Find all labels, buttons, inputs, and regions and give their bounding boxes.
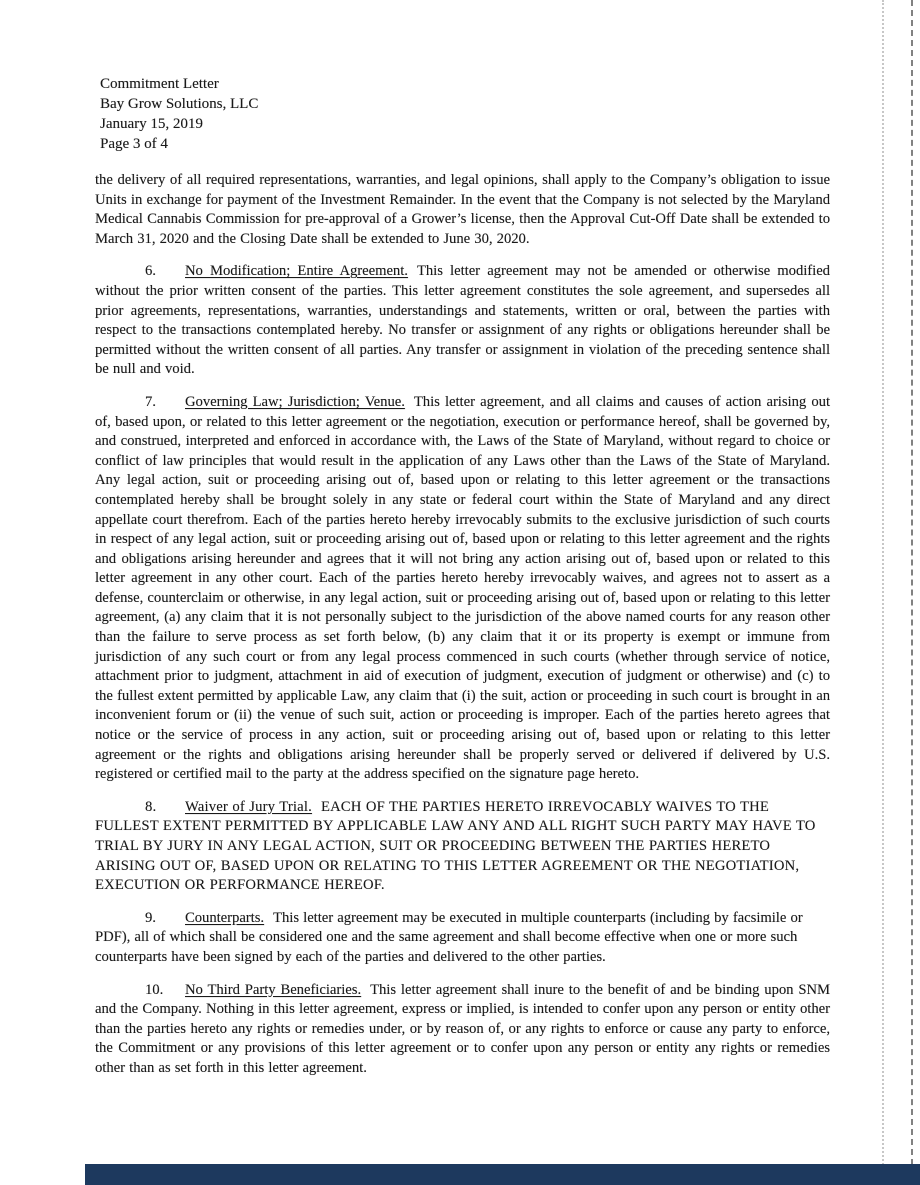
- scan-bottom-bar: [85, 1164, 920, 1185]
- section-no-modification: [95, 262, 830, 380]
- section-heading: Counterparts.: [185, 909, 265, 926]
- scan-edge-line-outer: [911, 0, 913, 1185]
- section-number: 8.: [145, 798, 157, 815]
- section-body: EACH OF THE PARTIES HERETO IRREVOCABLY WAIVES TO THE FULLEST EXTENT PERMITTED BY APPLICABLE LAW ANY AND ALL RIGHT SUCH PARTY MAY HAVE TO TRIAL BY JURY IN ANY LEGAL ACTION, SUIT OR PROCEEDING BETWEEN THE PARTIES HERETO ARISING OUT OF, BASED UPON OR RELATING TO THIS LETTER AGREEMENT OR THE NEGOTIATION, EXECUTION OR PERFORMANCE HEREOF.: [95, 798, 816, 894]
- section-no-third-party-beneficiaries: [95, 981, 830, 1079]
- section-body: This letter agreement, and all claims and causes of action arising out of, based upon, or related to this letter agreement or the negotiation, execution or performance hereof, shall be governed by, and construed, interpreted and enforced in accordance with, the Laws of the State of Maryland, without regard to choice or conflict of law principles that would result in the application of any Laws other than the Laws of the State of Maryland. Any legal action, suit or proceeding arising out of, based upon or relating to this letter agreement or the transactions contemplated hereby shall be brought solely in any state or federal court within the State of Maryland and any direct appellate court therefrom. Each of the parties hereto hereby irrevocably submits to the exclusive jurisdiction of such courts in respect of any legal action, suit or proceeding arising out of, based upon or relating to this letter agreement and the rights and obligations arising hereunder and agrees that it will not bring any action arising out of, based upon or related to this letter agreement in any other court. Each of the parties hereto hereby irrevocably waives, and agrees not to assert as a defense, counterclaim or otherwise, in any legal action, suit or proceeding arising out of, based upon or relating to this letter agreement, (a) any claim that it is not personally subject to the jurisdiction of the above named courts for any reason other than the failure to serve process as set forth below, (b) any claim that it or its property is exempt or immune from jurisdiction of any such court or from any legal process commenced in such courts (whether through service of notice, attachment prior to judgment, attachment in aid of execution of judgment, execution of judgment or otherwise) and (c) to the fullest extent permitted by applicable Law, any claim that (i) the suit, action or proceeding in such court is brought in an inconvenient forum or (ii) the venue of such suit, action or proceeding is improper. Each of the parties hereto agrees that notice or the service of process in any action, suit or proceeding arising out of, based upon or relating to this letter agreement or the rights and obligations arising hereunder shall be properly served or delivered if delivered by U.S. registered or certified mail to the party at the address specified on the signature page hereto.: [95, 393, 830, 783]
- section-body: This letter agreement shall inure to the benefit of and be binding upon SNM and the Company. Nothing in this letter agreement, express or implied, is intended to confer upon any person or entity other than the parties hereto any rights or remedies under, or by reason of, or any rights to enforce or cause any party to enforce, the Commitment or any provisions of this letter agreement or to confer upon any person or entity any rights or remedies other than as set forth in this letter agreement.: [95, 981, 830, 1076]
- section-waiver-of-jury-trial: [95, 798, 830, 896]
- section-counterparts: [95, 909, 830, 968]
- section-number: 6.: [145, 263, 156, 280]
- section-number: 9.: [145, 909, 156, 926]
- section-number: 10.: [145, 981, 164, 998]
- section-heading: Waiver of Jury Trial.: [185, 798, 312, 815]
- section-heading: No Modification; Entire Agreement.: [185, 263, 408, 280]
- scan-edge-line-inner: [882, 0, 884, 1185]
- section-heading: Governing Law; Jurisdiction; Venue.: [185, 393, 405, 410]
- continuation-paragraph: the delivery of all required representations, warranties, and legal opinions, shall apply to the Company’s obligation to issue Units in exchange for payment of the Investment Remainder. In the event that the Company is not selected by the Maryland Medical Cannabis Commission for pre-approval of a Grower’s license, then the Approval Cut-Off Date shall be extended to March 31, 2020 and the Closing Date shall be extended to June 30, 2020.: [95, 172, 830, 247]
- section-body: This letter agreement may not be amended or otherwise modified without the prior written consent of the parties. This letter agreement constitutes the sole agreement, and supersedes all prior agreements, representations, warranties, understandings and statements, written or oral, between the parties with respect to the transactions contemplated hereby. No transfer or assignment of any rights or obligations hereunder shall be permitted without the written consent of all parties. Any transfer or assignment in violation of the preceding sentence shall be null and void.: [95, 263, 830, 378]
- company-name: Bay Grow Solutions, LLC: [100, 96, 259, 112]
- section-governing-law: [95, 393, 830, 785]
- letter-date: January 15, 2019: [100, 116, 203, 132]
- doc-title: Commitment Letter: [100, 76, 219, 92]
- page-number: Page 3 of 4: [100, 136, 168, 152]
- letterhead: [100, 74, 830, 154]
- section-heading: No Third Party Beneficiaries.: [185, 981, 362, 998]
- section-body: This letter agreement may be executed in multiple counterparts (including by facsimile or PDF), all of which shall be considered one and the same agreement and shall become effective when one or more such counterparts have been signed by each of the parties and delivered to the other parties.: [95, 909, 803, 965]
- section-number: 7.: [145, 393, 156, 410]
